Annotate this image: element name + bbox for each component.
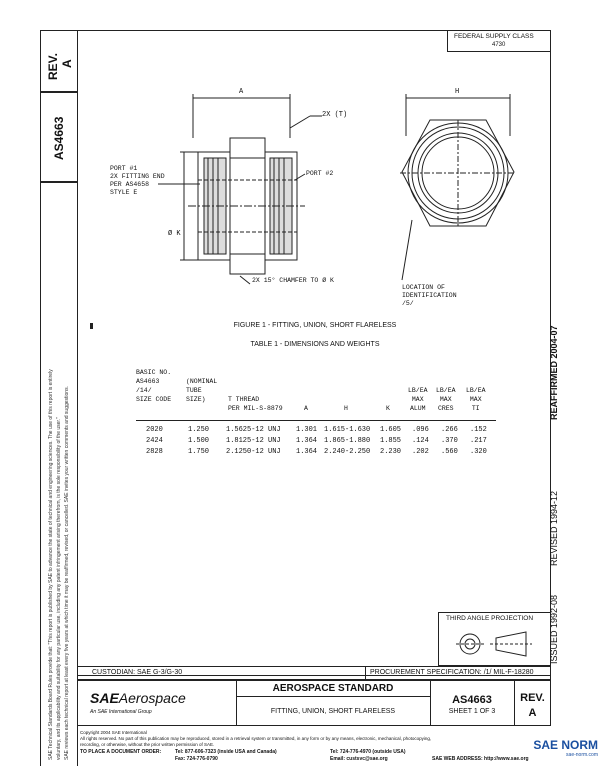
footer-rights2: recording, or otherwise, without the prior written permission of SAE.: [80, 742, 215, 747]
footer-copyright: Copyright 2004 SAE International: [80, 730, 147, 735]
sidebar-doc-number: AS4663: [52, 116, 66, 160]
cell-k: 2.230: [380, 448, 402, 456]
table-row: [136, 426, 496, 436]
fsc-label: FEDERAL SUPPLY CLASS: [454, 33, 534, 40]
cell-k: 1.855: [380, 437, 402, 445]
fitting-drawing: [100, 80, 540, 310]
sidebar-rev-value: A: [60, 59, 74, 68]
figure-caption: FIGURE 1 - FITTING, UNION, SHORT FLARELESS: [233, 322, 397, 329]
label-port2: PORT #2: [306, 170, 334, 177]
cell-alum: .202: [412, 448, 429, 456]
logo-tagline: An SAE International Group: [90, 709, 152, 715]
watermark: [500, 738, 598, 774]
footer-rights: All rights reserved. No part of this publication may be reproduced, stored in a retrieval system or transmitted, in any form or by any means, electronic, mechanical, photocopying,: [80, 736, 432, 741]
cell-size-code: 2828: [146, 448, 163, 456]
cell-alum: .124: [412, 437, 429, 445]
title-doc-number: AS4663: [452, 694, 492, 706]
title-text: FITTING, UNION, SHORT FLARELESS: [270, 708, 396, 715]
label-a: A: [239, 88, 244, 96]
cell-ti: .320: [470, 448, 487, 456]
cell-h: 1.865-1.880: [324, 437, 371, 445]
procurement-label: PROCUREMENT SPECIFICATION: /1/ MIL-F-18280: [370, 669, 534, 676]
th-cres: LB/EA MAX CRES: [436, 387, 456, 412]
th-k: K: [386, 405, 390, 412]
label-h: H: [455, 88, 460, 96]
cell-tube-size: 1.500: [188, 437, 210, 445]
footer-tel2: Tel: 724-776-4970 (outside USA): [330, 749, 406, 755]
watermark-text: SAE NORM: [533, 738, 598, 752]
label-port1: PORT #1 2X FITTING END PER AS4658 STYLE E: [110, 165, 165, 196]
cell-k: 1.605: [380, 426, 402, 434]
table-header-rule: [136, 420, 496, 421]
footer-order-label: TO PLACE A DOCUMENT ORDER:: [80, 749, 162, 755]
footer-tel1: Tel: 877-606-7323 (inside USA and Canada): [175, 749, 277, 755]
label-location: LOCATION OF IDENTIFICATION /5/: [402, 284, 457, 307]
cell-cres: .370: [441, 437, 458, 445]
label-dk: Ø K: [168, 230, 181, 238]
th-tube-size: (NOMINAL TUBE SIZE): [186, 378, 218, 403]
dimensions-table: [136, 368, 496, 468]
sidebar-disclaimer-1: SAE Technical Standards Board Rules provide that: "This report is published by SAE to advance the state of technical and engineering sciences. The use of this report is entirely: [48, 369, 54, 760]
th-thread: T THREAD PER MIL-S-8879: [228, 396, 283, 412]
cell-size-code: 2424: [146, 437, 163, 445]
sidebar-rev-label: REV.: [46, 53, 60, 80]
title-rev-value: A: [528, 707, 537, 719]
cell-size-code: 2020: [146, 426, 163, 434]
title-sheet: SHEET 1 OF 3: [448, 708, 496, 715]
title-heading: AEROSPACE STANDARD: [272, 683, 394, 694]
cell-tube-size: 1.750: [188, 448, 210, 456]
cell-h: 2.240-2.250: [324, 448, 371, 456]
cell-a: 1.301: [296, 426, 318, 434]
custodian-label: CUSTODIAN: SAE G-3/G-30: [92, 669, 183, 676]
cell-tube-size: 1.250: [188, 426, 210, 434]
fsc-value: 4730: [492, 42, 506, 48]
th-h: H: [344, 405, 348, 412]
table-row: [136, 448, 496, 458]
footer-web: SAE WEB ADDRESS: http://www.sae.org: [432, 756, 529, 762]
cell-ti: .152: [470, 426, 487, 434]
cell-thread: 2.1250-12 UNJ: [226, 448, 281, 456]
cell-h: 1.615-1.630: [324, 426, 371, 434]
footer-email: Email: custsvc@sae.org: [330, 756, 388, 762]
heading-rule: [236, 696, 430, 697]
logo-aerospace: Aerospace: [118, 690, 186, 706]
cell-thread: 1.8125-12 UNJ: [226, 437, 281, 445]
revised-date: REVISED 1994-12: [549, 490, 559, 566]
logo-sae: SAE: [90, 690, 119, 706]
cell-ti: .217: [470, 437, 487, 445]
reaffirmed-date: REAFFIRMED 2004-07: [549, 325, 559, 420]
location-leader: [402, 220, 412, 280]
label-chamfer: 2X 15° CHAMFER TO Ø K: [252, 277, 334, 284]
th-ti: LB/EA MAX TI: [466, 387, 486, 412]
th-alum: LB/EA MAX ALUM: [408, 387, 428, 412]
th-a: A: [304, 405, 308, 412]
cell-alum: .096: [412, 426, 429, 434]
th-size-code: BASIC NO. AS4663 /14/ SIZE CODE: [136, 369, 172, 403]
issued-date: ISSUED 1992-08: [549, 594, 559, 664]
table-caption: TABLE 1 - DIMENSIONS AND WEIGHTS: [250, 341, 380, 348]
watermark-sub: sae-norm.com: [566, 752, 598, 758]
projection-symbol: [456, 626, 536, 662]
sidebar-disclaimer-2: voluntary, and its applicability and suitability for any particular use, including any patent infringement arising therefrom, is the sole responsibility of the user.": [56, 417, 62, 760]
cell-a: 1.364: [296, 448, 318, 456]
cell-cres: .266: [441, 426, 458, 434]
footer-fax: Fax: 724-776-0790: [175, 756, 218, 762]
cell-cres: .560: [441, 448, 458, 456]
projection-label: THIRD ANGLE PROJECTION: [446, 615, 534, 622]
table-row: [136, 437, 496, 447]
sae-logo: [90, 690, 230, 720]
sidebar-disclaimer-3: SAE reviews each technical report at least every five years at which time it may be reaffirmed, revised, or cancelled. SAE invites your written comments and suggestions.: [64, 386, 70, 760]
divider-procurement: [365, 666, 366, 680]
cell-a: 1.364: [296, 437, 318, 445]
title-rev-label: REV.: [520, 692, 545, 704]
cell-thread: 1.5625-12 UNJ: [226, 426, 281, 434]
label-2x-t: 2X (T): [322, 111, 348, 119]
